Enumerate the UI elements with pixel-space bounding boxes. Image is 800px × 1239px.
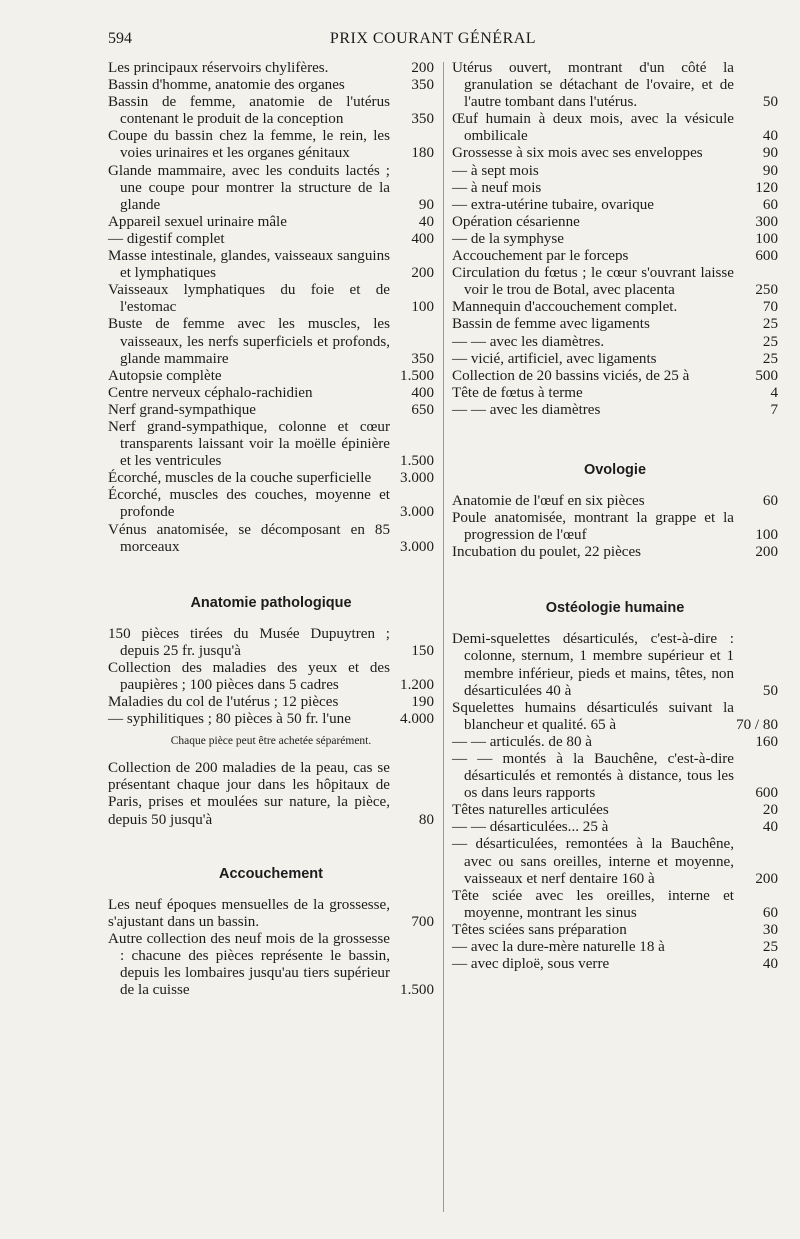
entry-price: 600 <box>755 248 778 265</box>
entry-price: 400 <box>411 230 434 247</box>
catalog-entry <box>108 231 434 248</box>
catalog-entry <box>452 802 778 819</box>
entry-text: — à neuf mois <box>452 179 542 196</box>
entry-text: — avec la dure-mère naturelle 18 à <box>452 939 665 956</box>
entry-text: — extra-utérine tubaire, ovarique <box>452 196 654 213</box>
entry-text: Tête sciée avec les oreilles, interne et moyenne, montrant les sinus <box>452 887 734 921</box>
catalog-entry <box>452 368 778 385</box>
entry-price: 7 <box>770 401 778 418</box>
section-title: Ostéologie humaine <box>545 600 685 617</box>
left-column <box>108 60 434 999</box>
spacer <box>108 750 434 760</box>
entry-text: 150 pièces tirées du Musée Dupuytren ; depuis 25 fr. jusqu'à <box>108 625 390 659</box>
entry-price: 250 <box>755 282 778 299</box>
catalog-entry <box>108 711 434 728</box>
entry-text: — — avec les diamètres. <box>452 333 605 350</box>
entry-text: Vénus anatomisée, se décomposant en 85 morceaux <box>108 521 390 555</box>
entry-price: 650 <box>411 401 434 418</box>
entry-price: 25 <box>762 939 778 956</box>
entry-text: Écorché, muscles des couches, moyenne et profonde <box>108 487 390 521</box>
entry-text: — — désarticulées... 25 à <box>452 819 609 836</box>
spacer <box>108 829 434 863</box>
entry-text: — syphilitiques ; 80 pièces à 50 fr. l'une <box>108 711 351 728</box>
catalog-entry <box>452 888 778 922</box>
entry-price: 20 <box>762 802 778 819</box>
entry-price: 40 <box>762 956 778 973</box>
entry-price: 90 <box>418 196 434 213</box>
entry-price: 40 <box>762 819 778 836</box>
catalog-entry <box>108 897 434 931</box>
catalog-entry <box>452 385 778 402</box>
catalog-entry <box>452 544 778 561</box>
column-divider <box>443 62 444 1212</box>
spacer <box>452 481 778 493</box>
entry-text: — de la symphyse <box>452 230 564 247</box>
catalog-entry <box>108 77 434 94</box>
entry-price: 25 <box>762 350 778 367</box>
entry-text: Nerf grand-sympathique <box>108 401 256 418</box>
entry-text: Grossesse à six mois avec ses enveloppes <box>452 145 703 162</box>
entry-text: Collection de 20 bassins viciés, de 25 à <box>452 367 690 384</box>
catalog-entry <box>108 94 434 128</box>
entry-text: Anatomie de l'œuf en six pièces <box>452 492 645 509</box>
entry-text: Coupe du bassin chez la femme, le rein, les voies urinaires et les organes génitaux <box>108 128 390 162</box>
catalog-entry <box>108 694 434 711</box>
spacer <box>452 561 778 597</box>
entry-text: Collection de 200 maladies de la peau, cas se présentant chaque jour dans les hôpitaux de Paris, prises et moulées sur nature, la pièce, depuis 50 jusqu'à <box>108 760 390 828</box>
entry-price: 70 <box>762 299 778 316</box>
entry-price: 1.500 <box>400 453 434 470</box>
entry-text: Opération césarienne <box>452 213 580 230</box>
running-title: PRIX COURANT GÉNÉRAL <box>329 30 537 47</box>
entry-text: Écorché, muscles de la couche superficielle <box>108 470 372 487</box>
entry-text: Poule anatomisée, montrant la grappe et la progression de l'œuf <box>452 510 734 544</box>
entry-price: 25 <box>762 316 778 333</box>
catalog-entry <box>108 163 434 214</box>
catalog-entry <box>452 111 778 145</box>
catalog-entry <box>452 163 778 180</box>
catalog-entry <box>452 231 778 248</box>
catalog-entry <box>108 60 434 77</box>
entry-price: 200 <box>755 870 778 887</box>
catalog-entry <box>452 751 778 802</box>
entry-text: Les neuf époques mensuelles de la grossesse, s'ajustant dans un bassin. <box>108 896 390 930</box>
entry-price: 60 <box>762 196 778 213</box>
entry-price: 50 <box>762 94 778 111</box>
entry-text: Mannequin d'accouchement complet. <box>452 299 678 316</box>
catalog-entry <box>108 660 434 694</box>
entry-price: 180 <box>411 145 434 162</box>
catalog-entry <box>108 522 434 556</box>
entry-text: Bassin de femme avec ligaments <box>452 316 650 333</box>
entry-price: 50 <box>762 682 778 699</box>
entry-price: 200 <box>411 60 434 76</box>
entry-text: Les principaux réservoirs chylifères. <box>108 60 329 76</box>
catalog-entry <box>452 334 778 351</box>
entry-price: 350 <box>411 111 434 128</box>
entry-price: 1.200 <box>400 677 434 693</box>
catalog-entry <box>108 248 434 282</box>
entry-price: 350 <box>411 350 434 367</box>
catalog-entry <box>452 956 778 973</box>
entry-text: Collection des maladies des yeux et des paupières ; 100 pièces dans 5 cadres <box>108 659 390 693</box>
entry-text: Œuf humain à deux mois, avec la vésicule ombilicale <box>452 111 734 145</box>
catalog-entry <box>452 265 778 299</box>
catalog-entry <box>108 282 434 316</box>
entry-price: 40 <box>418 213 434 230</box>
entry-price: 200 <box>755 544 778 561</box>
entry-text: Autre collection des neuf mois de la grossesse : chacune des pièces représente le bassin, depuis les lombaires jusqu'au tiers supérieur de la cuisse <box>108 930 390 999</box>
catalog-entry <box>108 487 434 521</box>
catalog-entry <box>452 734 778 751</box>
entry-price: 30 <box>762 921 778 938</box>
section-title: Anatomie pathologique <box>190 594 352 611</box>
entry-text: — désarticulées, remontées à la Bauchêne, avec ou sans oreilles, interne et moyenne, vaisseaux et nerf dentaire 160 à <box>452 836 734 887</box>
entry-price: 120 <box>755 179 778 196</box>
spacer <box>108 556 434 592</box>
entry-price: 160 <box>755 733 778 750</box>
entry-price: 25 <box>762 333 778 350</box>
entry-price: 3.000 <box>400 470 434 487</box>
catalog-entry <box>452 939 778 956</box>
right-column <box>452 60 778 973</box>
entry-text: Maladies du col de l'utérus ; 12 pièces <box>108 694 339 711</box>
entry-text: Nerf grand-sympathique, colonne et cœur transparents laissant voir la moëlle épinière et les ventricules <box>108 418 390 470</box>
section-title: Accouchement <box>219 865 323 882</box>
catalog-entry <box>452 700 778 734</box>
entry-price: 4.000 <box>400 711 434 728</box>
entry-text: Tête de fœtus à terme <box>452 384 583 401</box>
entry-price: 1.500 <box>400 367 434 384</box>
catalog-entry <box>108 316 434 367</box>
catalog-entry <box>452 299 778 316</box>
catalog-entry <box>452 836 778 887</box>
entry-text: Masse intestinale, glandes, vaisseaux sanguins et lymphatiques <box>108 248 390 282</box>
entry-text: Accouchement par le forceps <box>452 248 629 265</box>
catalog-entry <box>108 128 434 162</box>
entry-price: 400 <box>411 384 434 401</box>
catalog-entry <box>452 631 778 699</box>
entry-price: 150 <box>411 642 434 659</box>
entry-text: Incubation du poulet, 22 pièces <box>452 544 642 561</box>
catalog-entry <box>452 180 778 197</box>
entry-price: 40 <box>762 128 778 145</box>
entry-price: 1.500 <box>400 982 434 999</box>
entry-text: Buste de femme avec les muscles, les vaisseaux, les nerfs superficiels et profonds, glande mammaire <box>108 316 390 367</box>
catalog-entry <box>452 351 778 368</box>
entry-price: 90 <box>762 162 778 179</box>
spacer <box>452 419 778 459</box>
catalog-entry <box>108 385 434 402</box>
entry-price: 3.000 <box>400 538 434 555</box>
catalog-entry <box>452 316 778 333</box>
entry-text: — — articulés. de 80 à <box>452 733 592 750</box>
spacer <box>108 885 434 897</box>
entry-text: Demi-squelettes désarticulés, c'est-à-dire : colonne, sternum, 1 membre supérieur et 1 membre inférieur, pieds et mains, têtes, non désarticulées 40 à <box>452 631 734 699</box>
entry-price: 60 <box>762 904 778 921</box>
catalog-entry <box>108 402 434 419</box>
entry-price: 190 <box>411 694 434 711</box>
entry-text: Circulation du fœtus ; le cœur s'ouvrant laisse voir le trou de Botal, avec placenta <box>452 265 734 299</box>
entry-price: 600 <box>755 785 778 802</box>
entry-text: — — avec les diamètres <box>452 401 601 418</box>
entry-text: Vaisseaux lymphatiques du foie et de l'estomac <box>108 282 390 316</box>
catalog-entry <box>108 470 434 487</box>
catalog-entry <box>108 626 434 660</box>
entry-text: — vicié, artificiel, avec ligaments <box>452 350 657 367</box>
entry-text: Bassin de femme, anatomie de l'utérus contenant le produit de la conception <box>108 94 390 128</box>
catalog-entry <box>452 922 778 939</box>
entry-price: 4 <box>770 384 778 401</box>
entry-text: — digestif complet <box>108 230 225 247</box>
catalog-entry <box>452 145 778 162</box>
catalog-entry <box>108 931 434 999</box>
entry-text: Autopsie complète <box>108 367 222 384</box>
entry-price: 3.000 <box>400 504 434 521</box>
catalog-entry <box>108 760 434 828</box>
entry-text: Appareil sexuel urinaire mâle <box>108 213 287 230</box>
entry-price: 700 <box>411 913 434 930</box>
catalog-entry <box>452 510 778 544</box>
catalog-entry <box>452 402 778 419</box>
entry-text: — — montés à la Bauchêne, c'est-à-dire désarticulés et remontés à distance, tous les os dans leurs rapports <box>452 751 734 802</box>
catalog-entry <box>452 60 778 111</box>
spacer <box>452 619 778 631</box>
entry-text: Squelettes humains désarticulés suivant la blancheur et qualité. 65 à <box>452 699 734 733</box>
entry-price: 100 <box>411 299 434 316</box>
catalog-entry <box>452 248 778 265</box>
entry-text: Têtes sciées sans préparation <box>452 921 627 938</box>
entry-text: — avec diploë, sous verre <box>452 956 610 973</box>
spacer <box>108 614 434 626</box>
catalog-entry <box>108 368 434 385</box>
catalog-entry <box>108 214 434 231</box>
entry-price: 90 <box>762 145 778 162</box>
entry-text: Glande mammaire, avec les conduits lactés ; une coupe pour montrer la structure de la glande <box>108 162 390 213</box>
page-number: 594 <box>108 30 132 47</box>
entry-price: 300 <box>755 213 778 230</box>
entry-text: Centre nerveux céphalo-rachidien <box>108 384 313 401</box>
entry-price: 70 / 80 <box>736 716 778 733</box>
section-title: Ovologie <box>583 461 647 478</box>
running-head <box>108 30 758 52</box>
entry-text: Utérus ouvert, montrant d'un côté la granulation se détachant de l'ovaire, et de l'autre tombant dans l'utérus. <box>452 60 734 111</box>
entry-price: 80 <box>418 811 434 828</box>
entry-price: 200 <box>411 265 434 282</box>
entry-price: 60 <box>762 492 778 509</box>
entry-price: 100 <box>755 230 778 247</box>
entry-price: 100 <box>755 527 778 544</box>
entry-price: 500 <box>755 367 778 384</box>
entry-price: 350 <box>411 77 434 94</box>
catalog-entry <box>452 197 778 214</box>
entry-text: Bassin d'homme, anatomie des organes <box>108 77 345 94</box>
catalog-entry <box>452 819 778 836</box>
entry-text: Têtes naturelles articulées <box>452 802 609 819</box>
catalog-entry <box>452 214 778 231</box>
section-note: Chaque pièce peut être achetée séparément. <box>170 735 372 748</box>
entry-text: — à sept mois <box>452 162 539 179</box>
catalog-entry <box>108 419 434 470</box>
catalog-entry <box>452 493 778 510</box>
